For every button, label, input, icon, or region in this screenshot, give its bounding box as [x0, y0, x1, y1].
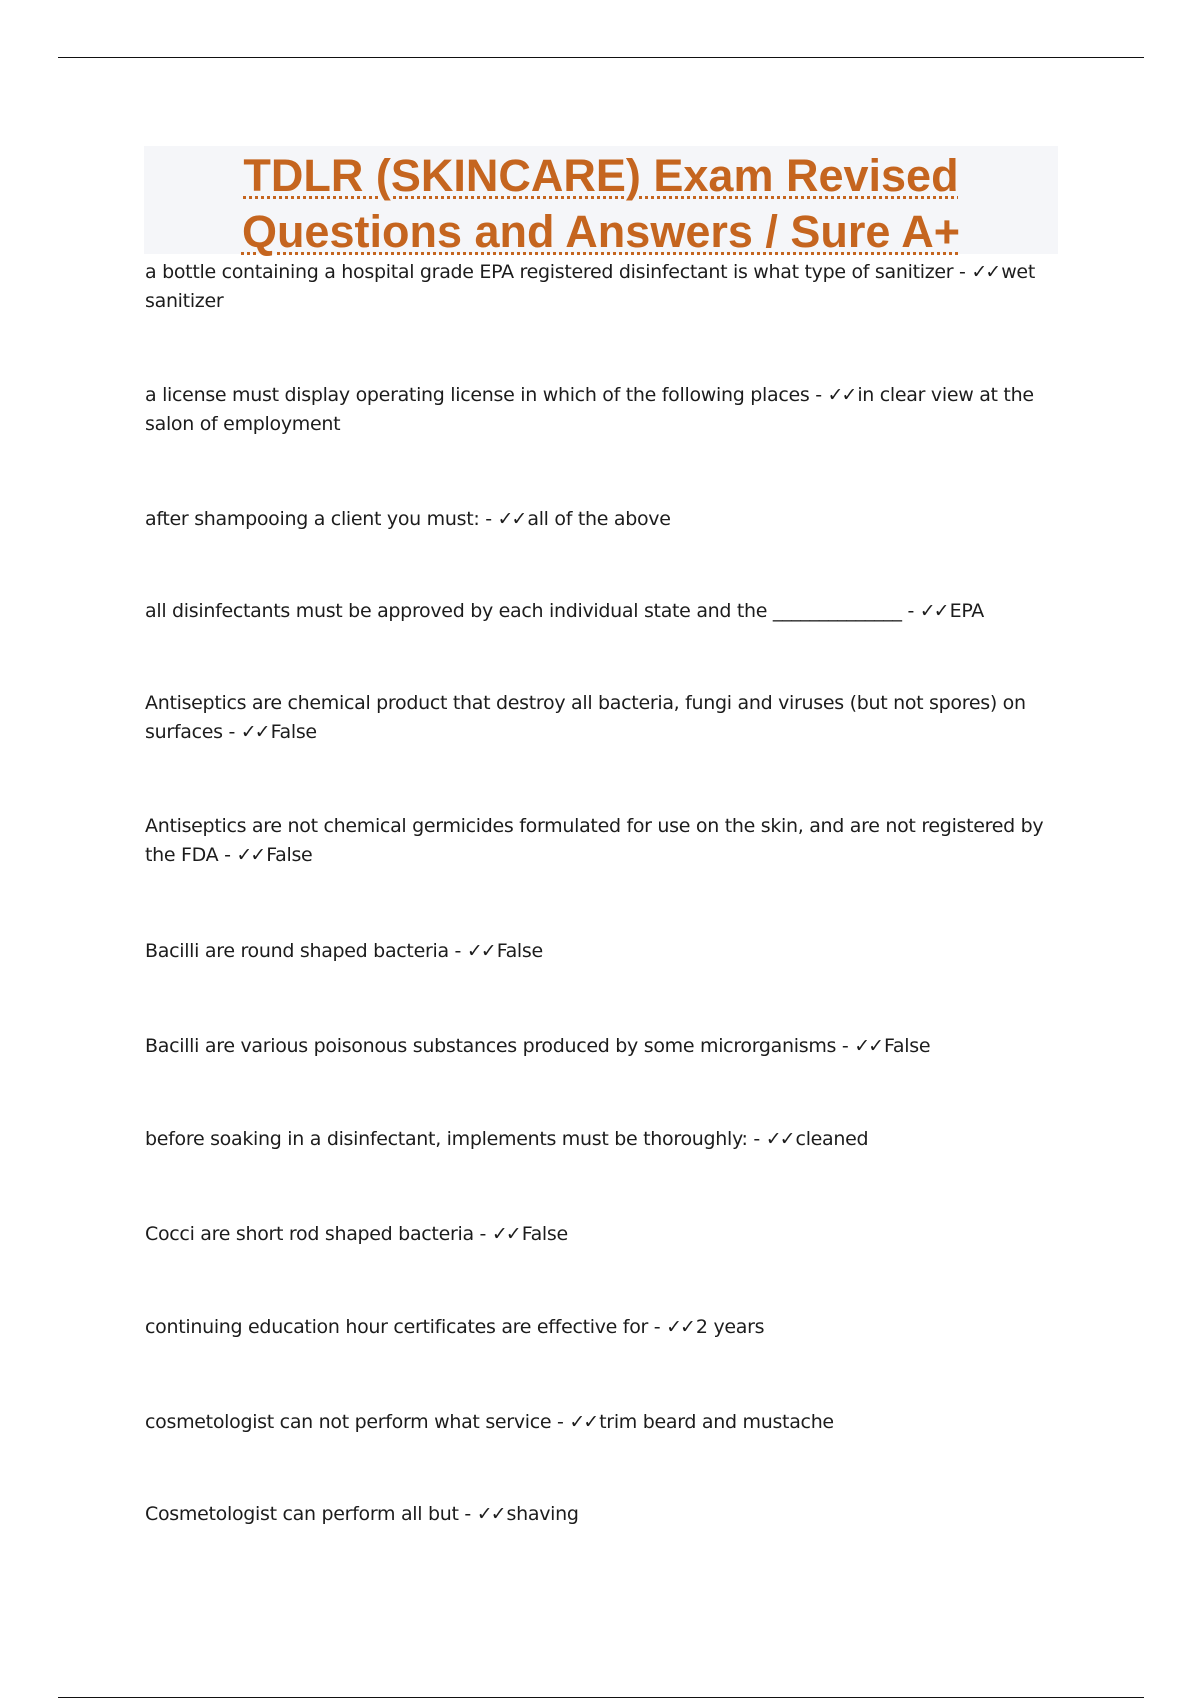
qa-item	[145, 1313, 1065, 1342]
answer-text: False	[496, 940, 543, 962]
question-text: Bacilli are round shaped bacteria -	[145, 940, 467, 962]
top-rule	[58, 57, 1144, 58]
question-text: a bottle containing a hospital grade EPA registered disinfectant is what type of sanitizer -	[145, 261, 972, 283]
answer-text: False	[521, 1223, 568, 1245]
double-check-icon: ✓✓	[765, 1128, 794, 1150]
qa-item	[145, 1220, 1065, 1249]
answer-text: all of the above	[527, 508, 671, 530]
qa-item	[145, 1032, 1065, 1061]
double-check-icon: ✓✓	[919, 600, 948, 622]
answer-text: False	[884, 1035, 931, 1057]
qa-item	[145, 505, 1065, 534]
double-check-icon: ✓✓	[491, 1223, 520, 1245]
double-check-icon: ✓✓	[240, 721, 269, 743]
double-check-icon: ✓✓	[466, 940, 495, 962]
answer-text: trim beard and mustache	[599, 1411, 834, 1433]
answer-text: wet sanitizer	[145, 261, 1035, 312]
qa-item	[145, 937, 1065, 966]
question-text: Bacilli are various poisonous substances produced by some microrganisms -	[145, 1035, 855, 1057]
double-check-icon: ✓✓	[971, 261, 1000, 283]
qa-item	[145, 597, 1065, 626]
bottom-rule	[58, 1697, 1144, 1698]
qa-item	[145, 1500, 1065, 1529]
answer-text: False	[266, 844, 313, 866]
question-text: Antiseptics are chemical product that destroy all bacteria, fungi and viruses (but not spores) on surfaces -	[145, 692, 1026, 743]
question-text: before soaking in a disinfectant, implements must be thoroughly: -	[145, 1128, 766, 1150]
question-text: Cocci are short rod shaped bacteria -	[145, 1223, 492, 1245]
question-text: Cosmetologist can perform all but -	[145, 1503, 477, 1525]
title-banner	[144, 146, 1058, 257]
double-check-icon: ✓✓	[569, 1411, 598, 1433]
document-title	[144, 146, 1058, 260]
double-check-icon: ✓✓	[666, 1316, 694, 1338]
answer-text: in clear view at the salon of employment	[145, 384, 1034, 435]
answer-text: EPA	[949, 600, 984, 622]
qa-item	[145, 258, 1065, 316]
qa-item	[145, 689, 1065, 747]
qa-item	[145, 1125, 1065, 1154]
qa-item	[145, 381, 1065, 439]
question-text: cosmetologist can not perform what service -	[145, 1411, 570, 1433]
double-check-icon: ✓✓	[827, 384, 856, 406]
question-text: Antiseptics are not chemical germicides formulated for use on the skin, and are not registered by the FDA -	[145, 815, 1044, 866]
answer-text: shaving	[506, 1503, 579, 1525]
qa-item	[145, 812, 1065, 870]
double-check-icon: ✓✓	[236, 844, 265, 866]
answer-text: cleaned	[795, 1128, 869, 1150]
question-text: a license must display operating license in which of the following places -	[145, 384, 828, 406]
answer-text: False	[270, 721, 317, 743]
title-line-2: Questions and Answers / Sure A+	[241, 206, 961, 257]
title-line-1: TDLR (SKINCARE) Exam Revised	[243, 150, 959, 201]
answer-text: 2 years	[695, 1316, 765, 1338]
question-text: all disinfectants must be approved by each individual state and the ______________ -	[145, 600, 920, 622]
question-text: continuing education hour certificates are effective for -	[145, 1316, 667, 1338]
double-check-icon: ✓✓	[476, 1503, 505, 1525]
question-text: after shampooing a client you must: -	[145, 508, 498, 530]
double-check-icon: ✓✓	[497, 508, 526, 530]
qa-item	[145, 1408, 1065, 1437]
double-check-icon: ✓✓	[854, 1035, 883, 1057]
